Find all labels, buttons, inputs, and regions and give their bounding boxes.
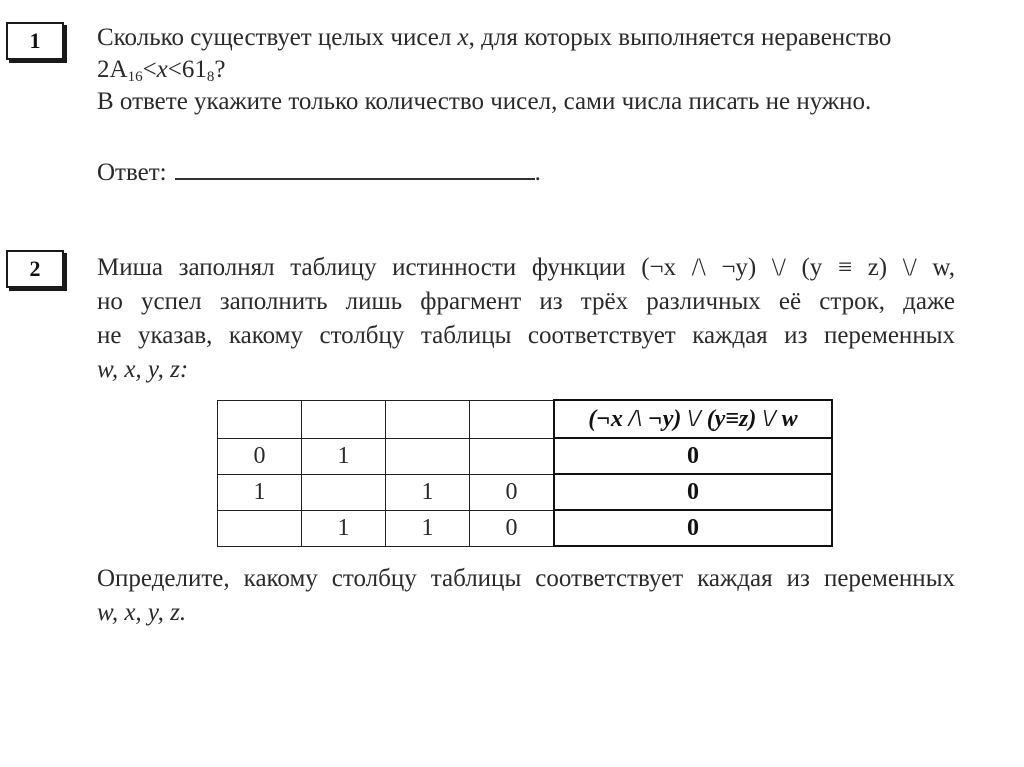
task2-question bbox=[97, 252, 997, 388]
table-cell: 1 bbox=[302, 438, 386, 474]
task2-bottom-line2: w, x, y, z. bbox=[97, 599, 187, 626]
task2-line4: w, x, y, z: bbox=[97, 356, 189, 383]
table-cell bbox=[302, 474, 386, 510]
table-cell: 0 bbox=[470, 510, 555, 546]
task2-followup bbox=[97, 563, 997, 631]
table-cell: 1 bbox=[302, 510, 386, 546]
task2-bottom-line1: Определите, какому столбцу таблицы соответствует каждая из переменных bbox=[97, 565, 955, 592]
task-number-2: 2 bbox=[6, 250, 64, 288]
table-cell: 1 bbox=[386, 474, 470, 510]
header-cell-2 bbox=[302, 400, 386, 438]
task1-instruction: В ответе укажите только количество чисел, сами числа писать не нужно. bbox=[97, 88, 872, 115]
table-row bbox=[218, 474, 833, 510]
answer-blank[interactable] bbox=[175, 158, 535, 180]
truth-table bbox=[217, 399, 833, 547]
table-row bbox=[218, 510, 833, 546]
header-function: (¬x /\ ¬y) \/ (y≡z) \/ w bbox=[554, 400, 832, 438]
task-number-1: 1 bbox=[6, 22, 64, 60]
task1-inequality: $2A_{16}<x<61_8$? bbox=[97, 56, 226, 85]
table-cell: 1 bbox=[386, 510, 470, 546]
table-header-row bbox=[218, 400, 833, 438]
table-cell: 1 bbox=[218, 474, 302, 510]
answer-row: Ответ: . bbox=[97, 159, 541, 186]
function-value: 0 bbox=[554, 510, 832, 546]
table-cell: 0 bbox=[470, 474, 555, 510]
header-cell-3 bbox=[386, 400, 470, 438]
header-cell-1 bbox=[218, 400, 302, 438]
table-cell bbox=[218, 510, 302, 546]
task1-question-line1: Сколько существует целых чисел x, для которых выполняется неравенство bbox=[97, 24, 892, 51]
task2-line3: не указав, какому столбцу таблицы соответствует каждая из переменных bbox=[97, 322, 955, 349]
table-cell bbox=[386, 438, 470, 474]
task2-line2: но успел заполнить лишь фрагмент из трёх различных её строк, даже bbox=[97, 288, 955, 315]
function-value: 0 bbox=[554, 438, 832, 474]
header-cell-4 bbox=[470, 400, 555, 438]
answer-label: Ответ: bbox=[97, 159, 167, 186]
function-value: 0 bbox=[554, 474, 832, 510]
table-cell bbox=[470, 438, 555, 474]
table-cell: 0 bbox=[218, 438, 302, 474]
table-row bbox=[218, 438, 833, 474]
task2-line1: Миша заполнял таблицу истинности функции (¬x /\ ¬y) \/ (y ≡ z) \/ w, bbox=[97, 254, 955, 281]
